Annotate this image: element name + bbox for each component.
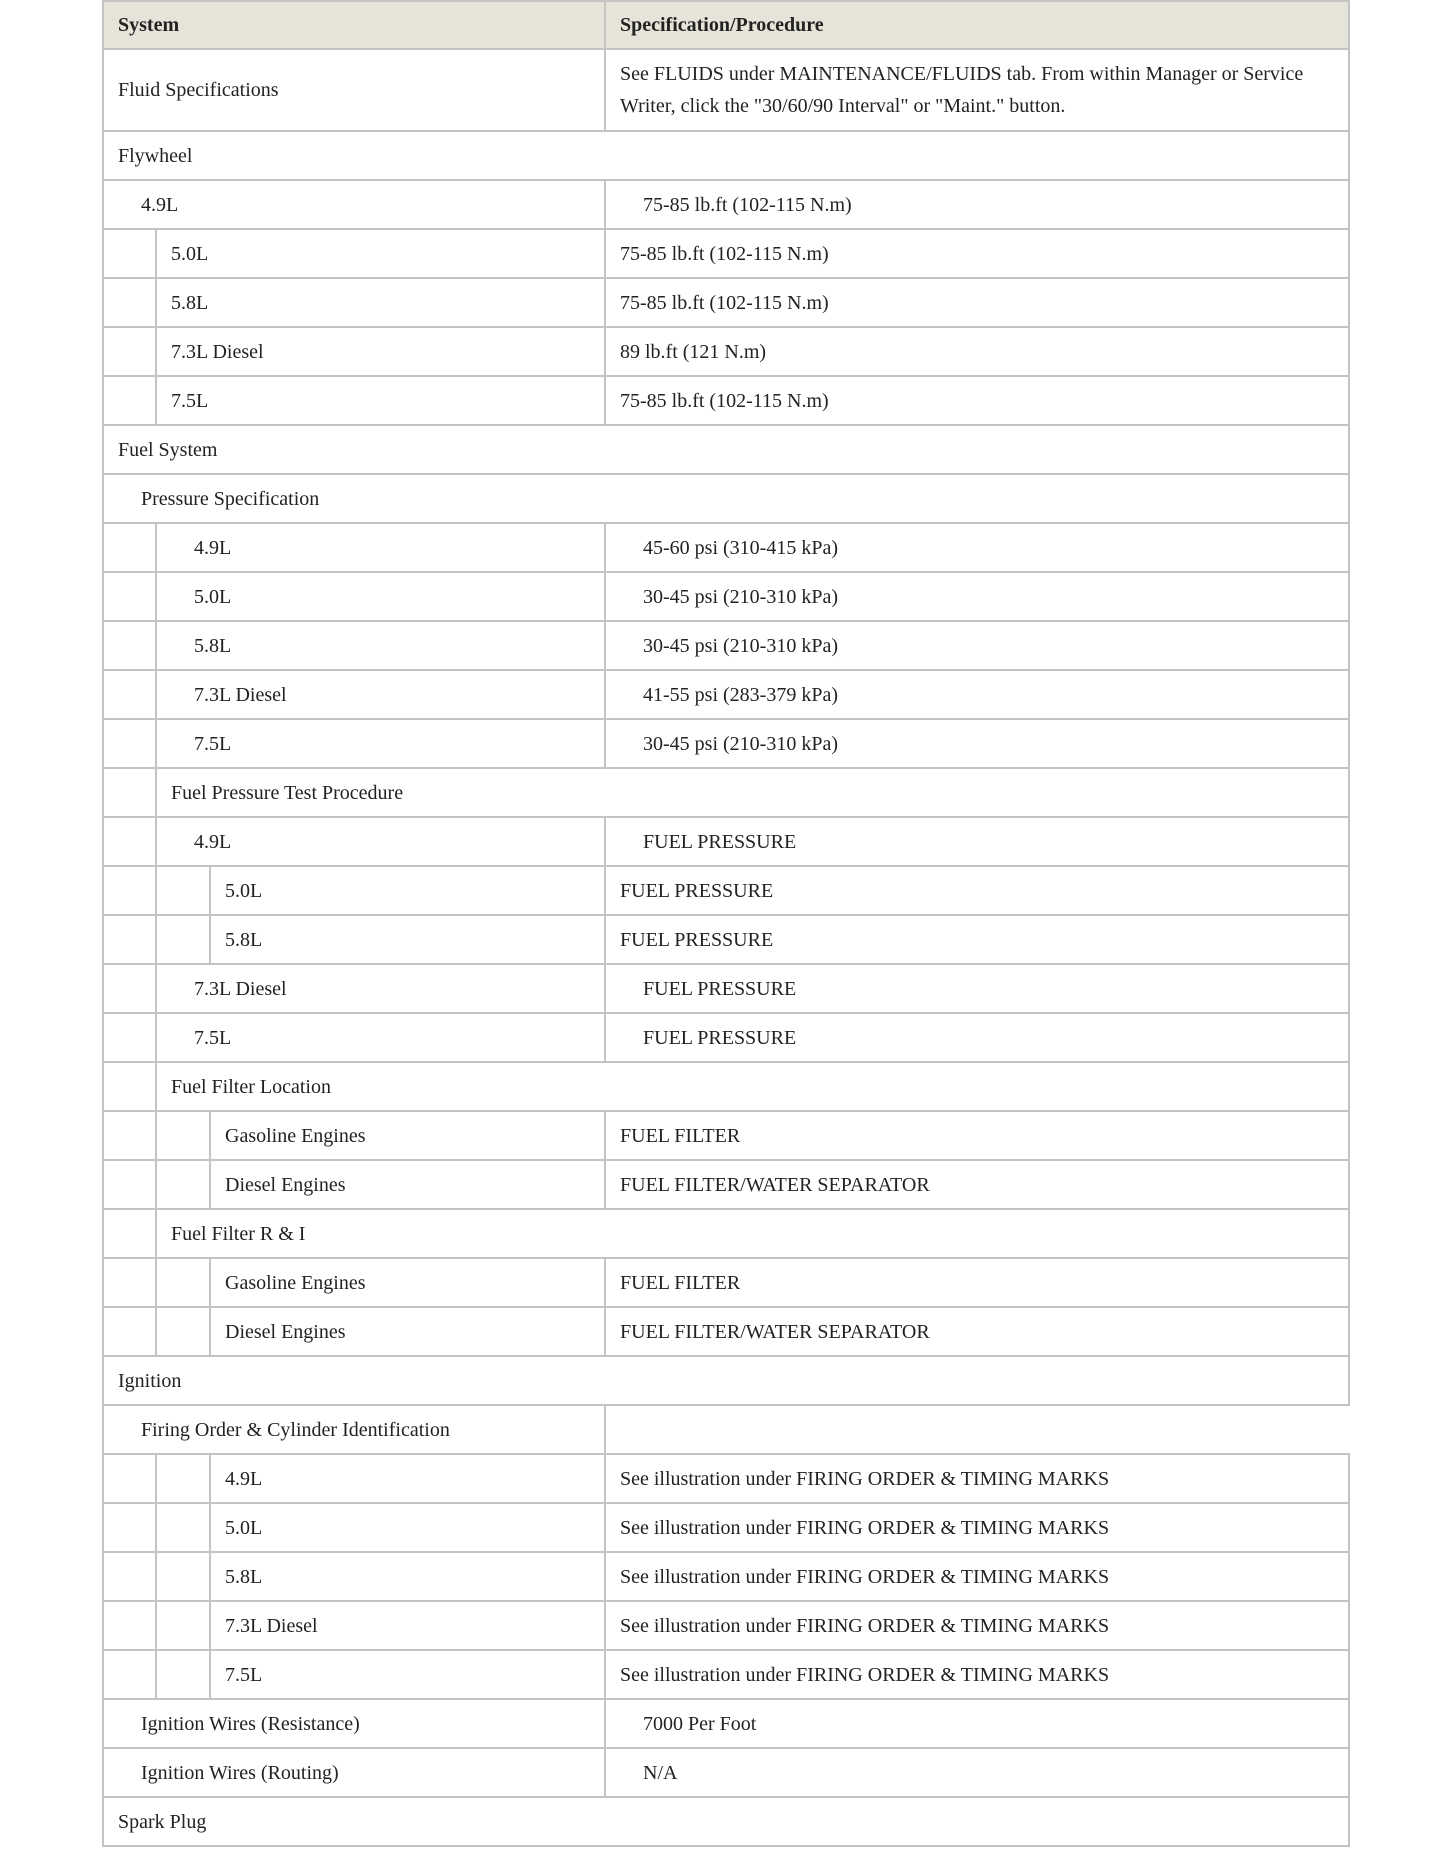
section-label: Fuel System [118, 438, 218, 461]
subsection-row [102, 1406, 1350, 1455]
spec-cell: N/A [604, 1749, 1348, 1796]
spec-cell: FUEL FILTER [604, 1112, 1348, 1159]
table-row [102, 377, 1350, 426]
table-row [102, 230, 1350, 279]
table-row [102, 720, 1350, 769]
table-row [102, 279, 1350, 328]
section-row [102, 426, 1350, 475]
system-cell: 7.3L Diesel [225, 1614, 318, 1637]
table-row [102, 867, 1350, 916]
table-row [102, 50, 1350, 132]
system-cell: 4.9L [141, 193, 179, 216]
table-row [102, 573, 1350, 622]
spec-cell: See illustration under FIRING ORDER & TIMING MARKS [604, 1553, 1348, 1600]
spec-cell: FUEL PRESSURE [604, 818, 1348, 865]
subsection-label: Fuel Filter Location [171, 1075, 331, 1098]
subsection-label: Firing Order & Cylinder Identification [141, 1418, 450, 1441]
section-label: Flywheel [118, 144, 193, 167]
subsection-row [102, 769, 1350, 818]
system-cell: 7.3L Diesel [171, 340, 264, 363]
table-row [102, 1455, 1350, 1504]
system-cell: 5.8L [194, 634, 232, 657]
spec-cell: 7000 Per Foot [604, 1700, 1348, 1747]
spec-cell: 41-55 psi (283-379 kPa) [604, 671, 1348, 718]
spec-cell: 45-60 psi (310-415 kPa) [604, 524, 1348, 571]
table-row [102, 1161, 1350, 1210]
spec-cell: 75-85 lb.ft (102-115 N.m) [604, 279, 1348, 326]
spec-cell: FUEL FILTER [604, 1259, 1348, 1306]
system-cell: 7.5L [194, 732, 232, 755]
spec-cell: See illustration under FIRING ORDER & TIMING MARKS [604, 1602, 1348, 1649]
spec-cell: See illustration under FIRING ORDER & TIMING MARKS [604, 1455, 1348, 1502]
system-cell: 5.8L [225, 1565, 263, 1588]
section-row [102, 1357, 1350, 1406]
subsection-label: Fuel Filter R & I [171, 1222, 306, 1245]
spec-cell: FUEL PRESSURE [604, 965, 1348, 1012]
section-row [102, 1798, 1350, 1847]
system-cell: Diesel Engines [225, 1173, 346, 1196]
spec-cell: FUEL PRESSURE [604, 867, 1348, 914]
table-row [102, 671, 1350, 720]
table-row [102, 1259, 1350, 1308]
system-cell: 7.3L Diesel [194, 683, 287, 706]
system-cell: 5.0L [225, 1516, 263, 1539]
empty-spec-cell [604, 1406, 1350, 1453]
system-cell: 7.3L Diesel [194, 977, 287, 1000]
spec-cell: 89 lb.ft (121 N.m) [604, 328, 1348, 375]
system-cell: Gasoline Engines [225, 1124, 366, 1147]
spec-cell: 30-45 psi (210-310 kPa) [604, 622, 1348, 669]
table-row [102, 1553, 1350, 1602]
table-row [102, 1749, 1350, 1798]
subsection-label: Fuel Pressure Test Procedure [171, 781, 404, 804]
spec-table [102, 0, 1350, 1849]
table-row [102, 916, 1350, 965]
spec-cell: 75-85 lb.ft (102-115 N.m) [604, 377, 1348, 424]
spec-cell: FUEL PRESSURE [604, 1014, 1348, 1061]
system-cell: Diesel Engines [225, 1320, 346, 1343]
spec-cell: FUEL FILTER/WATER SEPARATOR [604, 1161, 1348, 1208]
system-cell: 7.5L [225, 1663, 263, 1686]
spec-cell: FUEL PRESSURE [604, 916, 1348, 963]
table-row [102, 181, 1350, 230]
subsection-row [102, 1210, 1350, 1259]
spec-column-header: Specification/Procedure [604, 2, 1348, 48]
system-column-header: System [118, 14, 180, 36]
system-cell: 4.9L [194, 830, 232, 853]
system-cell: 7.5L [194, 1026, 232, 1049]
system-cell: 5.0L [171, 242, 209, 265]
system-cell: 5.8L [225, 928, 263, 951]
table-row [102, 1014, 1350, 1063]
spec-cell: See illustration under FIRING ORDER & TIMING MARKS [604, 1504, 1348, 1551]
system-cell: Ignition Wires (Routing) [141, 1761, 339, 1784]
system-cell: 5.0L [194, 585, 232, 608]
spec-cell: 75-85 lb.ft (102-115 N.m) [604, 181, 1348, 228]
system-cell: Fluid Specifications [118, 79, 279, 101]
table-row [102, 524, 1350, 573]
section-row [102, 132, 1350, 181]
subsection-row [102, 475, 1350, 524]
table-row [102, 1700, 1350, 1749]
table-row [102, 1112, 1350, 1161]
table-header-row [102, 0, 1350, 50]
section-label: Spark Plug [118, 1810, 207, 1833]
table-row [102, 1602, 1350, 1651]
table-row [102, 328, 1350, 377]
spec-cell: See FLUIDS under MAINTENANCE/FLUIDS tab. From within Manager or Service Writer, click the "30/60/90 Interval" or "Maint." button. [604, 50, 1348, 130]
spec-cell: 30-45 psi (210-310 kPa) [604, 573, 1348, 620]
system-cell: 4.9L [194, 536, 232, 559]
table-row [102, 1651, 1350, 1700]
subsection-label: Pressure Specification [141, 487, 320, 510]
system-cell: 5.8L [171, 291, 209, 314]
table-row [102, 1308, 1350, 1357]
system-cell: 4.9L [225, 1467, 263, 1490]
spec-cell: 30-45 psi (210-310 kPa) [604, 720, 1348, 767]
spec-cell: See illustration under FIRING ORDER & TIMING MARKS [604, 1651, 1348, 1698]
subsection-row [102, 1063, 1350, 1112]
table-row [102, 1504, 1350, 1553]
system-cell: 5.0L [225, 879, 263, 902]
system-cell: 7.5L [171, 389, 209, 412]
table-row [102, 818, 1350, 867]
table-row [102, 622, 1350, 671]
system-cell: Ignition Wires (Resistance) [141, 1712, 360, 1735]
spec-cell: FUEL FILTER/WATER SEPARATOR [604, 1308, 1348, 1355]
system-cell: Gasoline Engines [225, 1271, 366, 1294]
section-label: Ignition [118, 1369, 182, 1392]
table-row [102, 965, 1350, 1014]
spec-cell: 75-85 lb.ft (102-115 N.m) [604, 230, 1348, 277]
